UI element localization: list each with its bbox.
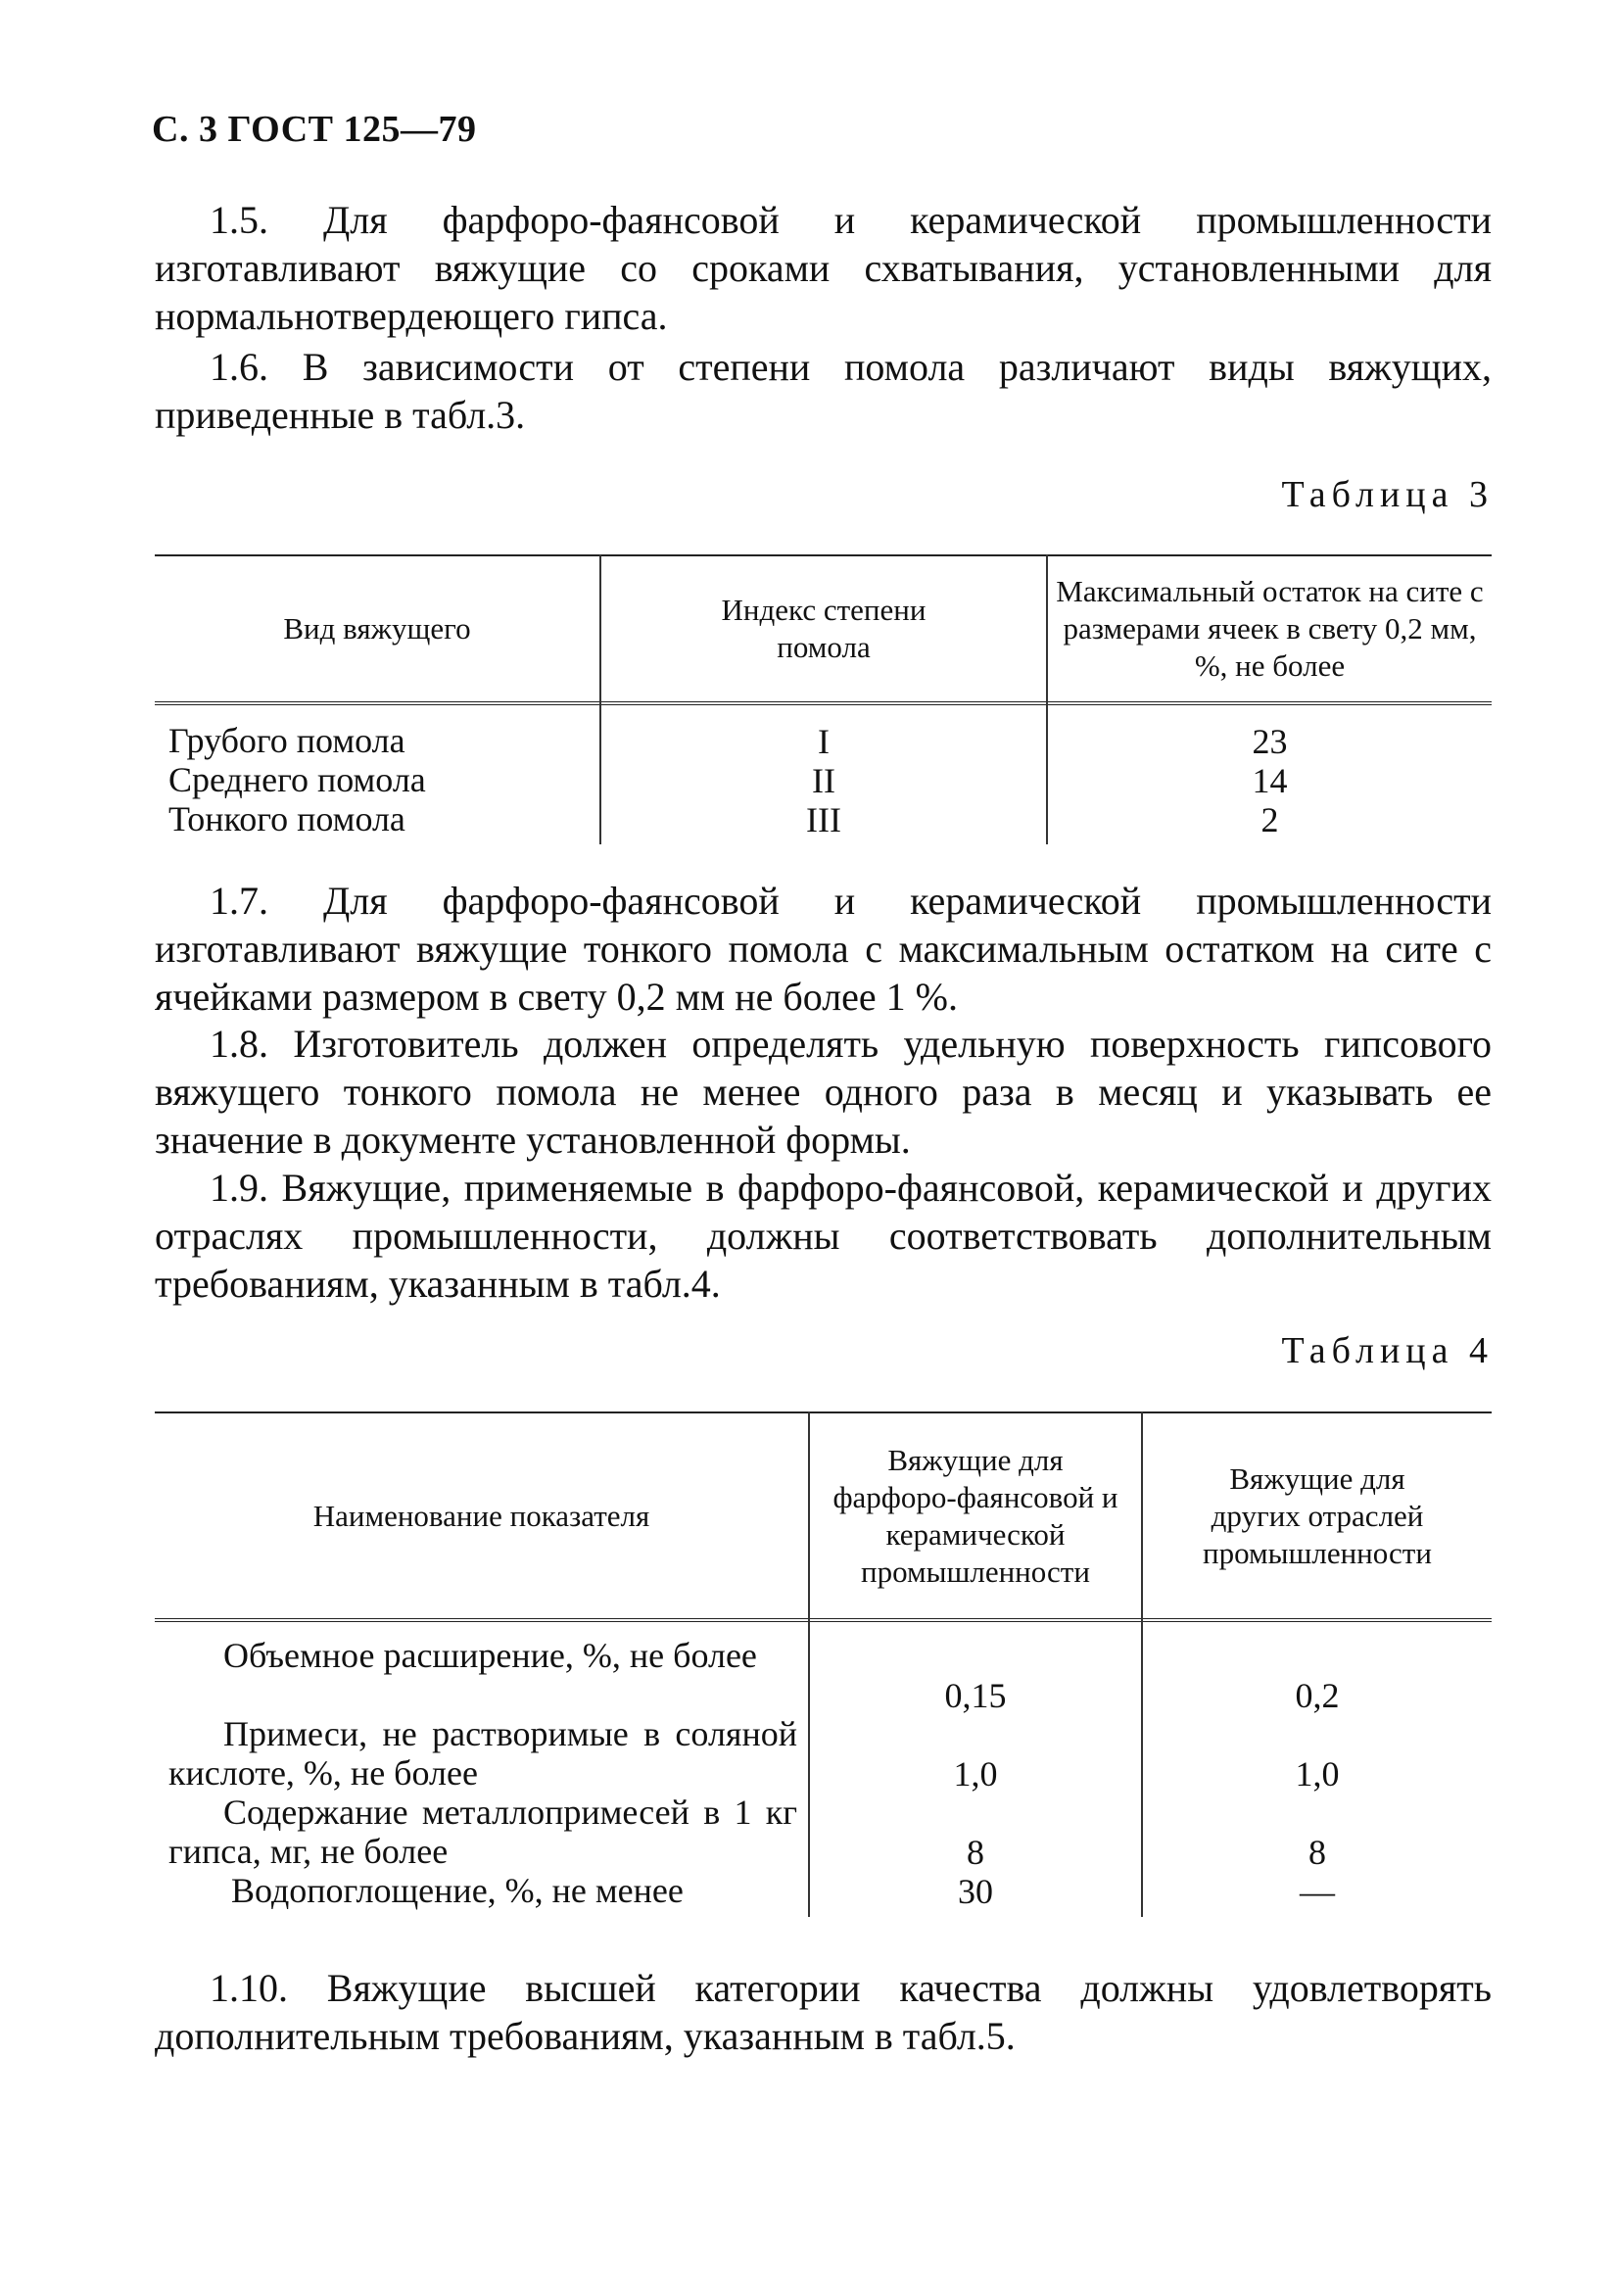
table-3-caption: Таблица 3 (1281, 474, 1494, 515)
table-3-header-cell: Максимальный остаток на сите с размерами ячеек в свету 0,2 мм, %, не более (1056, 574, 1484, 683)
table-4-row-ceramic: 0,15 (944, 1676, 1007, 1715)
table-3-row-name: Грубого помола (168, 721, 405, 760)
table-4-row-other: 1,0 (1295, 1754, 1340, 1794)
table-4-row-other: 8 (1308, 1833, 1326, 1872)
table-3-row-name: Тонкого помола (168, 799, 405, 838)
table-3-header-cell: Вид вяжущего (283, 611, 471, 646)
table-3-top-rule (155, 554, 1492, 556)
paragraph-1-6: 1.6. В зависимости от степени помола различают виды вяжущих, приведенные в табл.3. (155, 345, 1492, 437)
table-3-row-name: Среднего помола (168, 760, 426, 799)
table-3-row-value: 2 (1260, 800, 1279, 839)
table-4-header-cell: Вяжущие для фарфоро-фаянсовой и керамической промышленности (832, 1442, 1118, 1589)
table-4-row-ceramic: 1,0 (953, 1754, 998, 1794)
table-3-row-value: 14 (1252, 761, 1288, 800)
table-3-row-index: III (806, 800, 841, 839)
table-4-header-cell: Наименование показателя (312, 1498, 650, 1533)
paragraph-1-10: 1.10. Вяжущие высшей категории качества должны удовлетворять дополнительным требованиям, указанным в табл.5. (155, 1966, 1492, 2058)
table-4-row-name: Примеси, не растворимые в соляной кислоте, %, не более (168, 1714, 797, 1793)
table-4-header-rule (155, 1618, 1492, 1622)
table-4-row-ceramic: 8 (967, 1833, 984, 1872)
table-4-row-other: 0,2 (1295, 1676, 1340, 1715)
table-4-row-other: — (1300, 1872, 1335, 1911)
table-3-header-cell: Индекс степени помола (721, 593, 927, 664)
table-4-row-name: Водопоглощение, %, не менее (231, 1871, 684, 1910)
table-4-caption: Таблица 4 (1281, 1330, 1494, 1371)
paragraph-1-7: 1.7. Для фарфоро-фаянсовой и керамической промышленности изготавливают вяжущие тонкого помола с максимальным остатком на сите с ячейками размером в свету 0,2 мм не более 1 %. (155, 879, 1492, 1019)
table-4-row-ceramic: 30 (958, 1872, 993, 1911)
table-3-row-index: II (812, 761, 835, 800)
paragraph-1-9: 1.9. Вяжущие, применяемые в фарфоро-фаянсовой, керамической и других отраслях промышленности, должны соответствовать дополнительным требованиям, указанным в табл.4. (155, 1166, 1492, 1306)
table-4-row-name: Содержание металлопримесей в 1 кг гипса, мг, не более (168, 1793, 797, 1871)
paragraph-1-5: 1.5. Для фарфоро-фаянсовой и керамической промышленности изготавливают вяжущие со сроками схватывания, установленными для нормальнотвердеющего гипса. (155, 198, 1492, 338)
table-4-top-rule (155, 1411, 1492, 1413)
table-4-header-cell: Вяжущие для других отраслей промышленности (1203, 1460, 1432, 1570)
table-3-header-rule (155, 701, 1492, 705)
table-3-row-index: I (818, 722, 830, 761)
paragraph-1-8: 1.8. Изготовитель должен определять удельную поверхность гипсового вяжущего тонкого помола не менее одного раза в месяц и указывать ее значение в документе установленной формы. (155, 1022, 1492, 1162)
page-header: С. 3 ГОСТ 125—79 (152, 109, 477, 150)
table-4-row-name: Объемное расширение, %, не более (223, 1636, 757, 1675)
table-3-row-value: 23 (1252, 722, 1288, 761)
